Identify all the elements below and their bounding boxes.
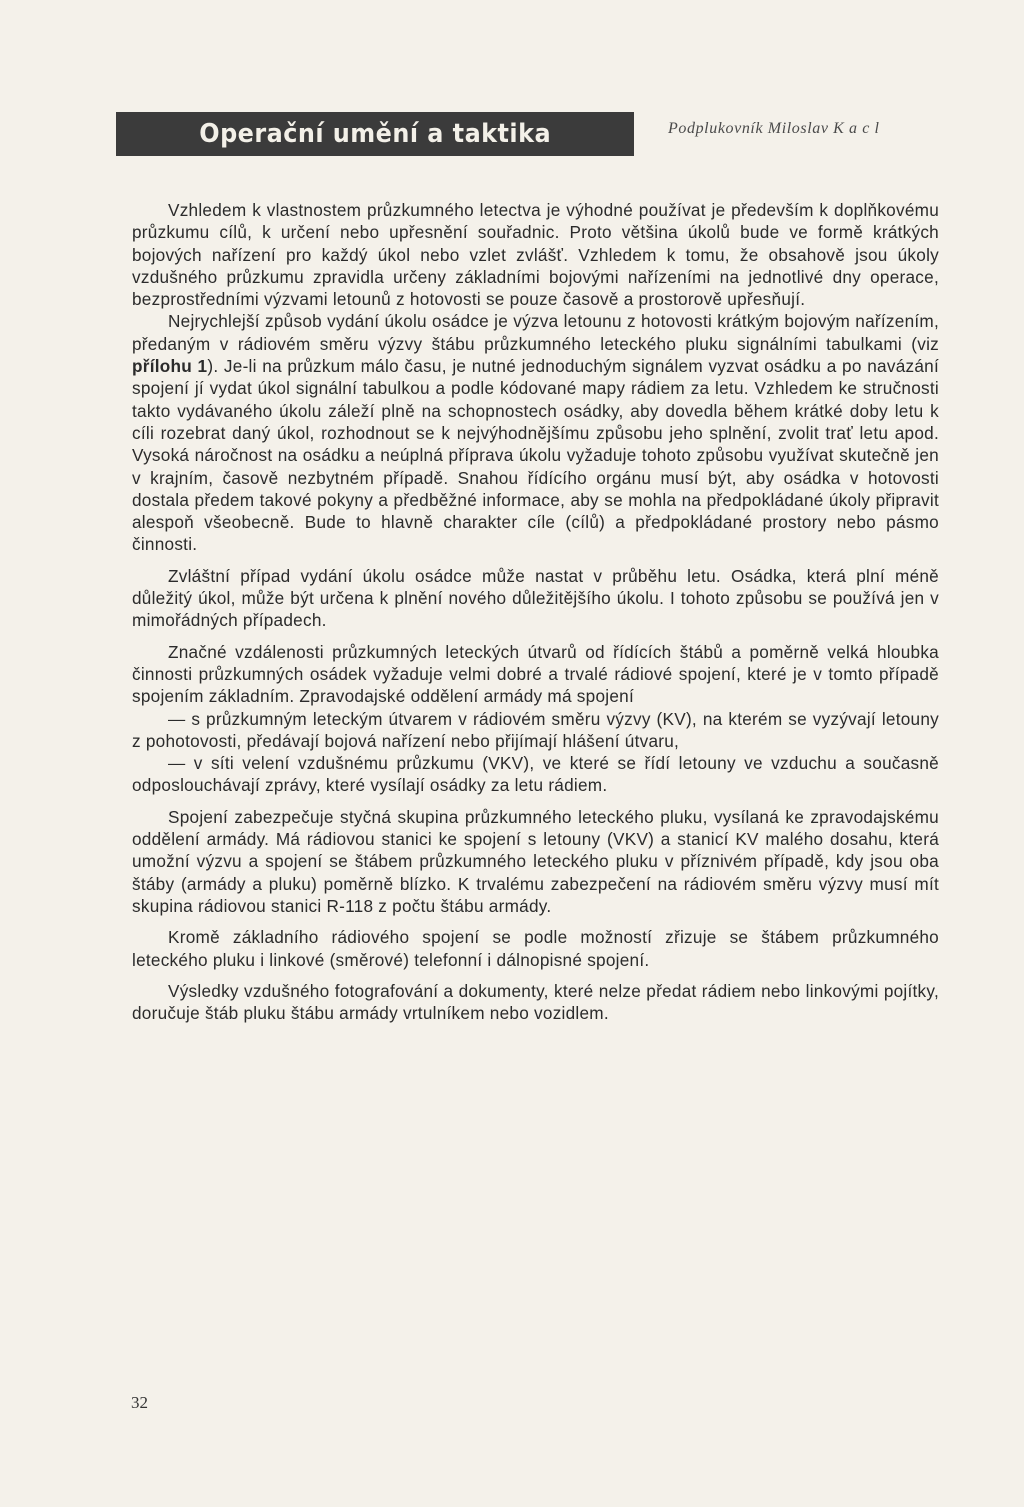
paragraph: Zvláštní případ vydání úkolu osádce může nastat v průběhu letu. Osádka, která plní méně důležitý úkol, může být určena k plnění nového důležitějšího úkolu. I tohoto způsobu se používá jen v mimořádných případech.	[132, 565, 939, 631]
paragraph: Kromě základního rádiového spojení se podle možností zřizuje se štábem průzkumného leteckého pluku i linkové (směrové) telefonní i dálnopisné spojení.	[132, 927, 939, 970]
list-item: — v síti velení vzdušnému průzkumu (VKV), ve které se řídí letouny ve vzduchu a současně odposlouchávají zprávy, které vysílají osádky za letu rádiem.	[132, 753, 939, 796]
paragraph: Výsledky vzdušného fotografování a dokumenty, které nelze předat rádiem nebo linkovými pojítky, doručuje štáb pluku štábu armády vrtulníkem nebo vozidlem.	[132, 980, 939, 1024]
section-title: Operační umění a taktika	[199, 119, 551, 149]
article-body	[132, 199, 939, 1024]
section-banner	[116, 112, 634, 156]
list-item: — s průzkumným leteckým útvarem v rádiovém směru výzvy (KV), na kterém se vyzývají letouny z pohotovosti, předávají bojová nařízení nebo přijímají hlášení útvaru,	[132, 708, 939, 751]
paragraph: Značné vzdálenosti průzkumných leteckých útvarů od řídících štábů a poměrně velká hloubka činnosti průzkumných osádek vyžaduje velmi dobré a trvalé rádiové spojení, které je v tomto případě spojením základním. Zpravodajské oddělení armády má spojení	[132, 641, 939, 707]
appendix-reference: přílohu 1	[132, 356, 208, 377]
paragraph: Spojení zabezpečuje styčná skupina průzkumného leteckého pluku, vysílaná ke zpravodajskému oddělení armády. Má rádiovou stanici ke spojení s letouny (VKV) a stanicí KV malého dosahu, která umožní výzvu a spojení se štábem průzkumného leteckého pluku v příznivém případě, kdy jsou oba štáby (armády a pluku) poměrně blízko. K trvalému zabezpečení na rádiovém směru výzvy musí mít skupina rádiovou stanici R-118 z počtu štábu armády.	[132, 806, 939, 916]
paragraph: Vzhledem k vlastnostem průzkumného letectva je výhodné používat je především k doplňkovému průzkumu cílů, k určení nebo upřesnění souřadnic. Proto většina úkolů bude ve formě krátkých bojových nařízení pro každý úkol nebo vzlet zvlášť. Vzhledem k tomu, že obsahově jsou úkoly vzdušného průzkumu zpravidla určeny základními bojovými nařízeními na jednotlivé dny operace, bezprostředními výzvami letounů z hotovosti se pouze časově a prostorově upřesňují.	[132, 200, 939, 310]
page-number: 32	[131, 1393, 148, 1412]
author-line: Podplukovník Miloslav K a c l	[668, 120, 880, 137]
paragraph: Nejrychlejší způsob vydání úkolu osádce je výzva letounu z hotovosti krátkým bojovým nařízením, předaným v rádiovém směru výzvy štábu průzkumného leteckého pluku signálními tabulkami (viz přílohu 1). Je-li na průzkum málo času, je nutné jednoduchým signálem vyzvat osádku a po navázání spojení jí vydat úkol signální tabulkou a podle kódované mapy rádiem za letu. Vzhledem ke stručnosti takto vydávaného úkolu záleží plně na schopnostech osádky, aby dovedla během krátké doby letu k cíli rozebrat daný úkol, rozhodnout se k nejvýhodnějšímu způsobu jeho splnění, zvolit trať letu apod. Vysoká náročnost na osádku a neúplná příprava úkolu vyžaduje tohoto způsobu využívat skutečně jen v krajním, časově nezbytném případě. Snahou řídícího orgánu musí být, aby osádka v hotovosti dostala předem takové pokyny a předběžné informace, aby se mohla na předpokládané úkoly připravit alespoň všeobecně. Bude to hlavně charakter cíle (cílů) a předpokládané prostory nebo pásmo činnosti.	[132, 311, 939, 555]
